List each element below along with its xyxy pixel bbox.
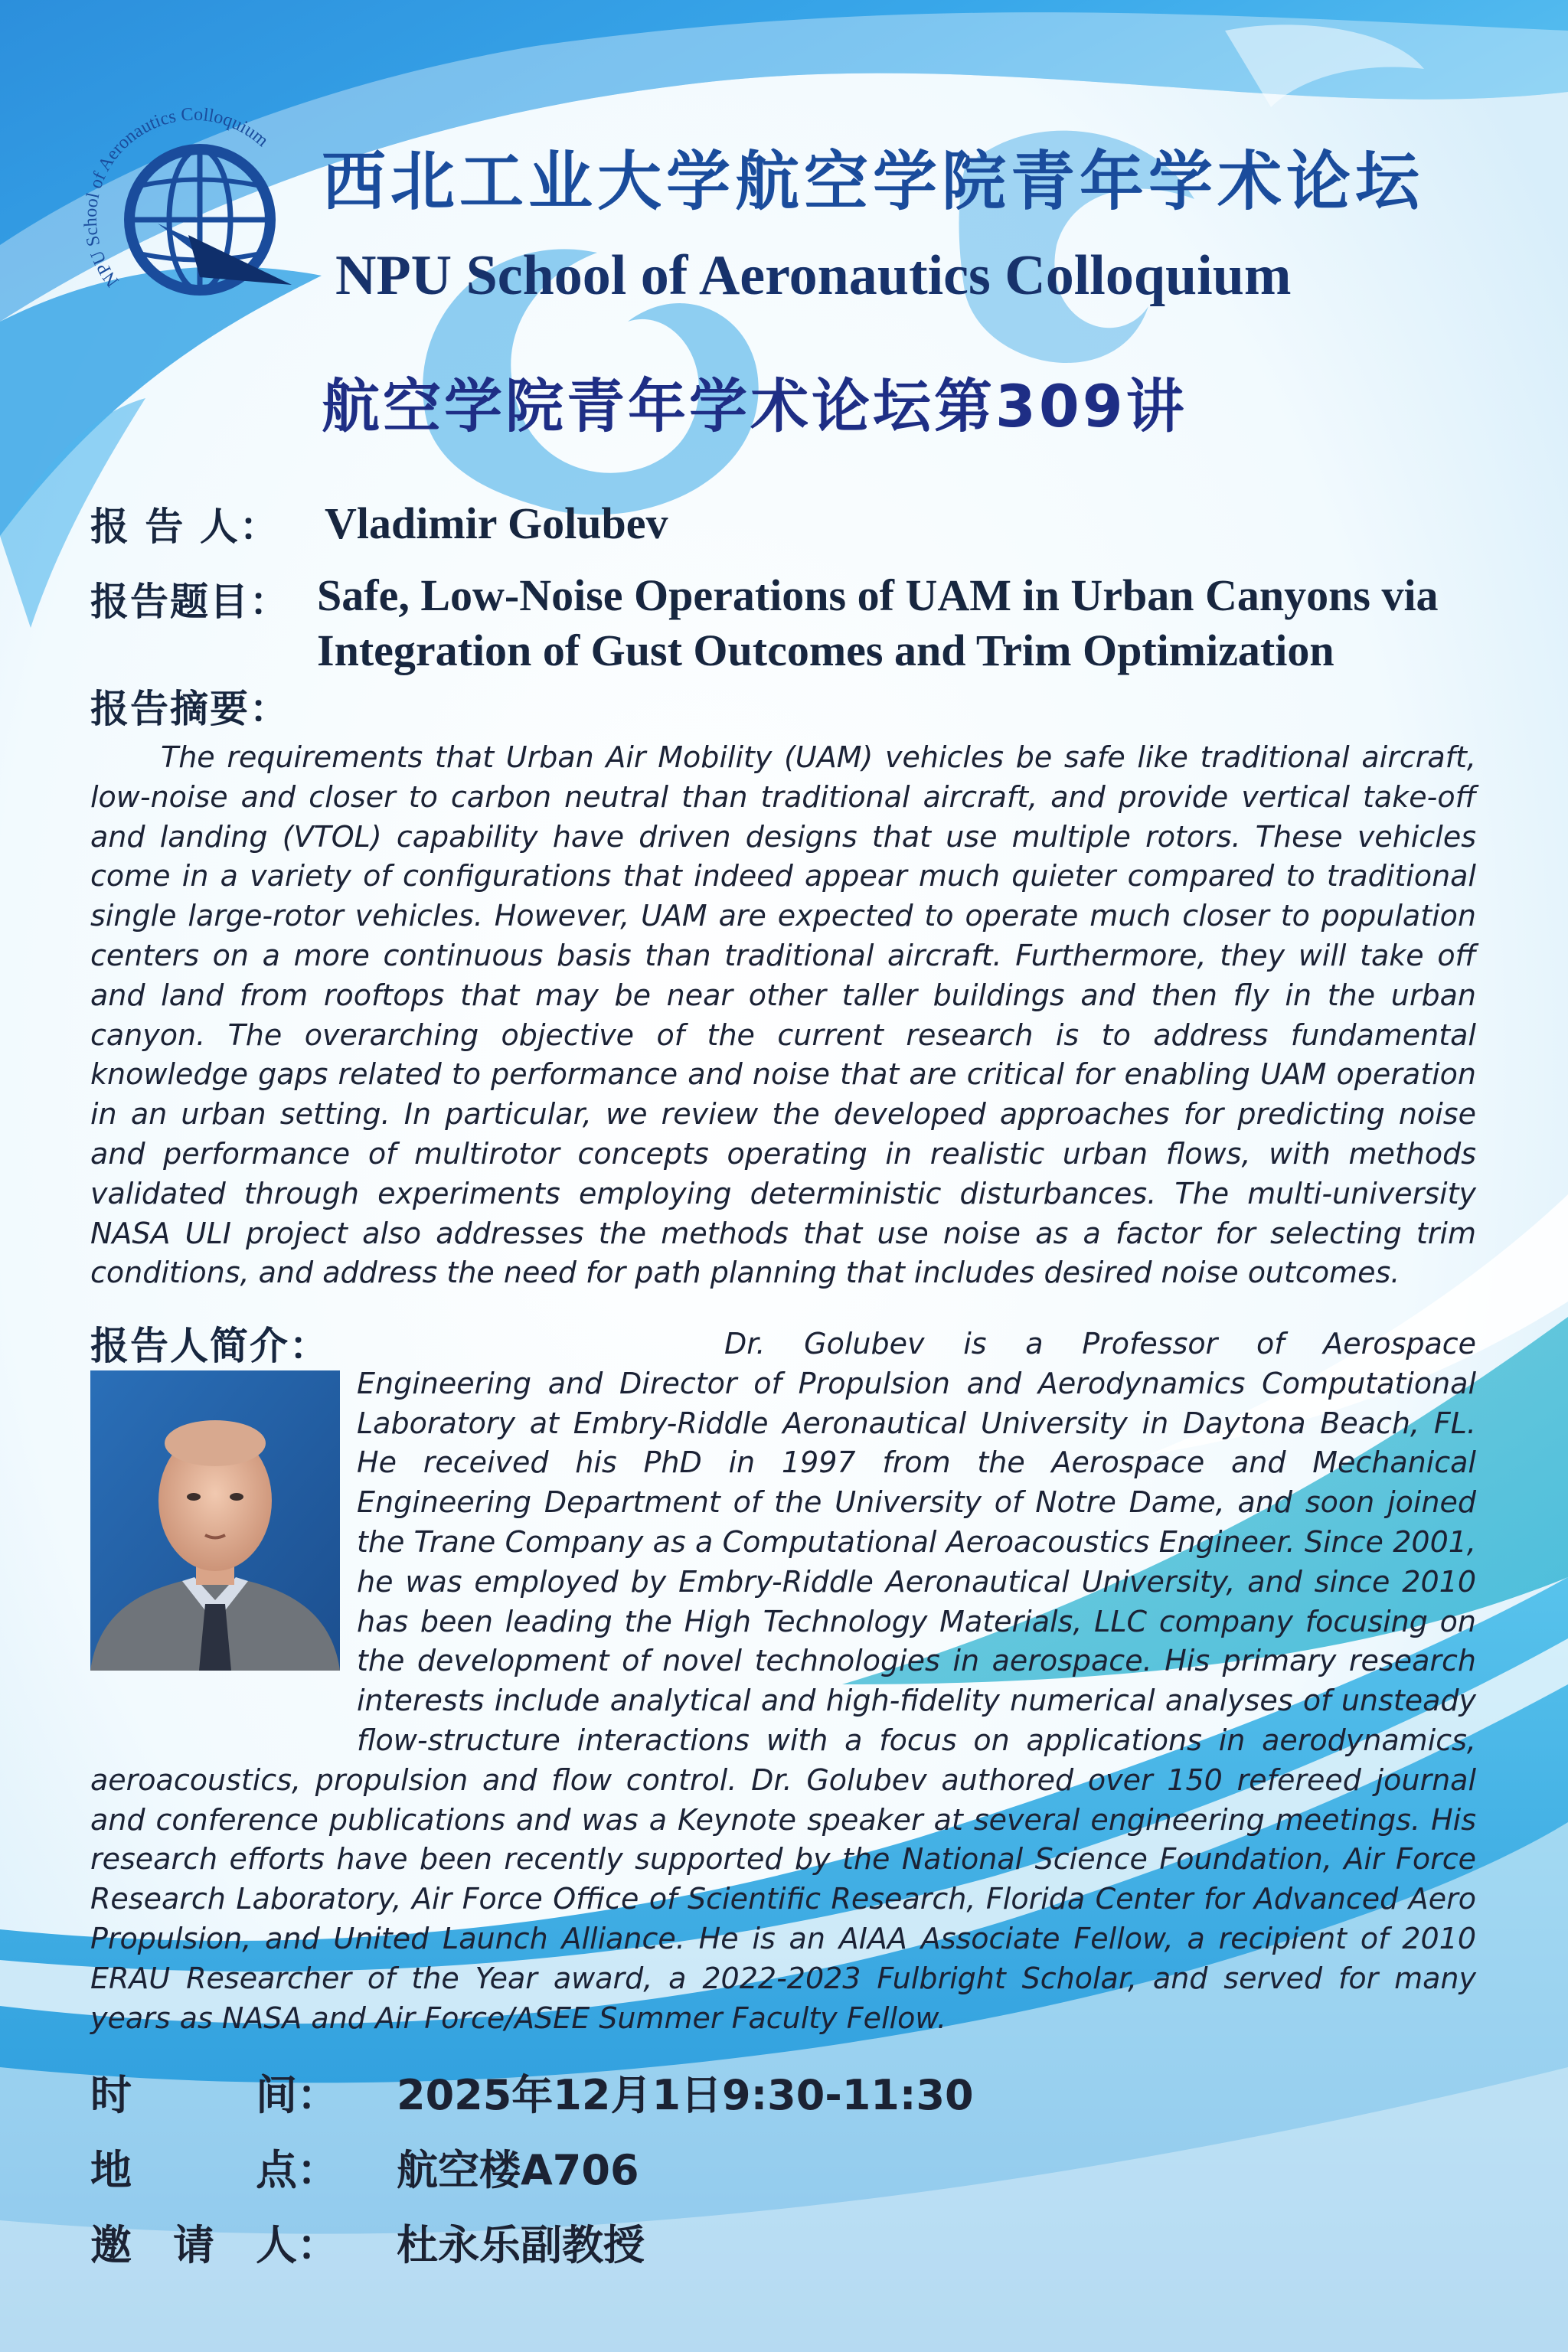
- topic-text: Safe, Low-Noise Operations of UAM in Urban Canyons via Integration of Gust Outcomes and Trim Optimization: [317, 570, 1439, 675]
- host-value: 杜永乐副教授: [397, 2221, 645, 2269]
- logo-ring-text: NPU School of Aeronautics Colloquium: [80, 104, 273, 291]
- colloquium-logo-icon: [74, 101, 303, 331]
- bio-label: 报告人简介：: [90, 1324, 329, 1368]
- time-label: 时 间：: [90, 2071, 338, 2119]
- title-chinese: 西北工业大学航空学院青年学术论坛: [322, 144, 1425, 219]
- abstract-paragraph: The requirements that Urban Air Mobility (UAM) vehicles be safe like traditional aircraft, low-noise and closer to carbon neutral than traditional aircraft, and provide vertical take-off and landing (VTOL) capability have driven designs that use multiple rotors. These vehicles come in a variety of configurations that indeed appear much quieter compared to traditional single large-rotor vehicles. However, UAM are expected to operate much closer to population centers on a more continuous basis than traditional aircraft. Furthermore, they will take off and land from rooftops that may be near other taller buildings and then fly in the urban canyon. The overarching objective of the current research is to address fundamental knowledge gaps related to performance and noise that are critical for enabling UAM operation in an urban setting. In particular, we review the developed approaches for predicting noise and performance of multirotor concepts operating in realistic urban flows, with methods validated through experiments employing deterministic disturbances. The multi-university NASA ULI project also addresses the methods that use noise as a factor for selecting trim conditions, and address the need for path planning that includes desired noise outcomes.: [90, 740, 1476, 1290]
- speaker-name: Vladimir Golubev: [325, 498, 668, 548]
- time-value: 2025年12月1日9:30-11:30: [397, 2071, 974, 2119]
- abstract-body: [90, 738, 1476, 1293]
- speaker-label: 报 告 人：: [90, 505, 279, 549]
- place-value: 航空楼A706: [397, 2146, 639, 2194]
- topic-label: 报告题目：: [90, 580, 289, 624]
- abstract-label: 报告摘要：: [90, 687, 289, 731]
- bio-paragraph: Dr. Golubev is a Professor of Aerospace Engineering and Director of Propulsion and Aerodynamics Computational Laboratory at Embry-Riddle Aeronautical University in Daytona Beach, FL. He received his PhD in 1997 from the Aerospace and Mechanical Engineering Department of the University of Notre Dame, and soon joined the Trane Company as a Computational Aeroacoustics Engineer. Since 2001, he was employed by Embry-Riddle Aeronautical University, and since 2010 has been leading the High Technology Materials, LLC company focusing on the development of novel technologies in aerospace. His primary research interests include analytical and high-fidelity numerical analyses of unsteady flow-structure interactions with a focus on applications in aerodynamics, aeroacoustics, propulsion and flow control. Dr. Golubev authored over 150 refereed journal and conference publications and was a Keynote speaker at several engineering meetings. His research efforts have been recently supported by the National Science Foundation, Air Force Research Laboratory, Air Force Office of Scientific Research, Florida Center for Advanced Aero Propulsion, and United Launch Alliance. He is an AIAA Associate Fellow, a recipient of 2010 ERAU Researcher of the Year award, a 2022-2023 Fulbright Scholar, and served for many years as NASA and Air Force/ASEE Summer Faculty Fellow.: [90, 1327, 1476, 2035]
- lecture-number-title: 航空学院青年学术论坛第309讲: [322, 372, 1187, 440]
- title-english: NPU School of Aeronautics Colloquium: [335, 244, 1292, 307]
- host-label: 邀 请 人：: [90, 2221, 338, 2269]
- place-label: 地 点：: [90, 2146, 338, 2194]
- speaker-photo: [90, 1370, 340, 1671]
